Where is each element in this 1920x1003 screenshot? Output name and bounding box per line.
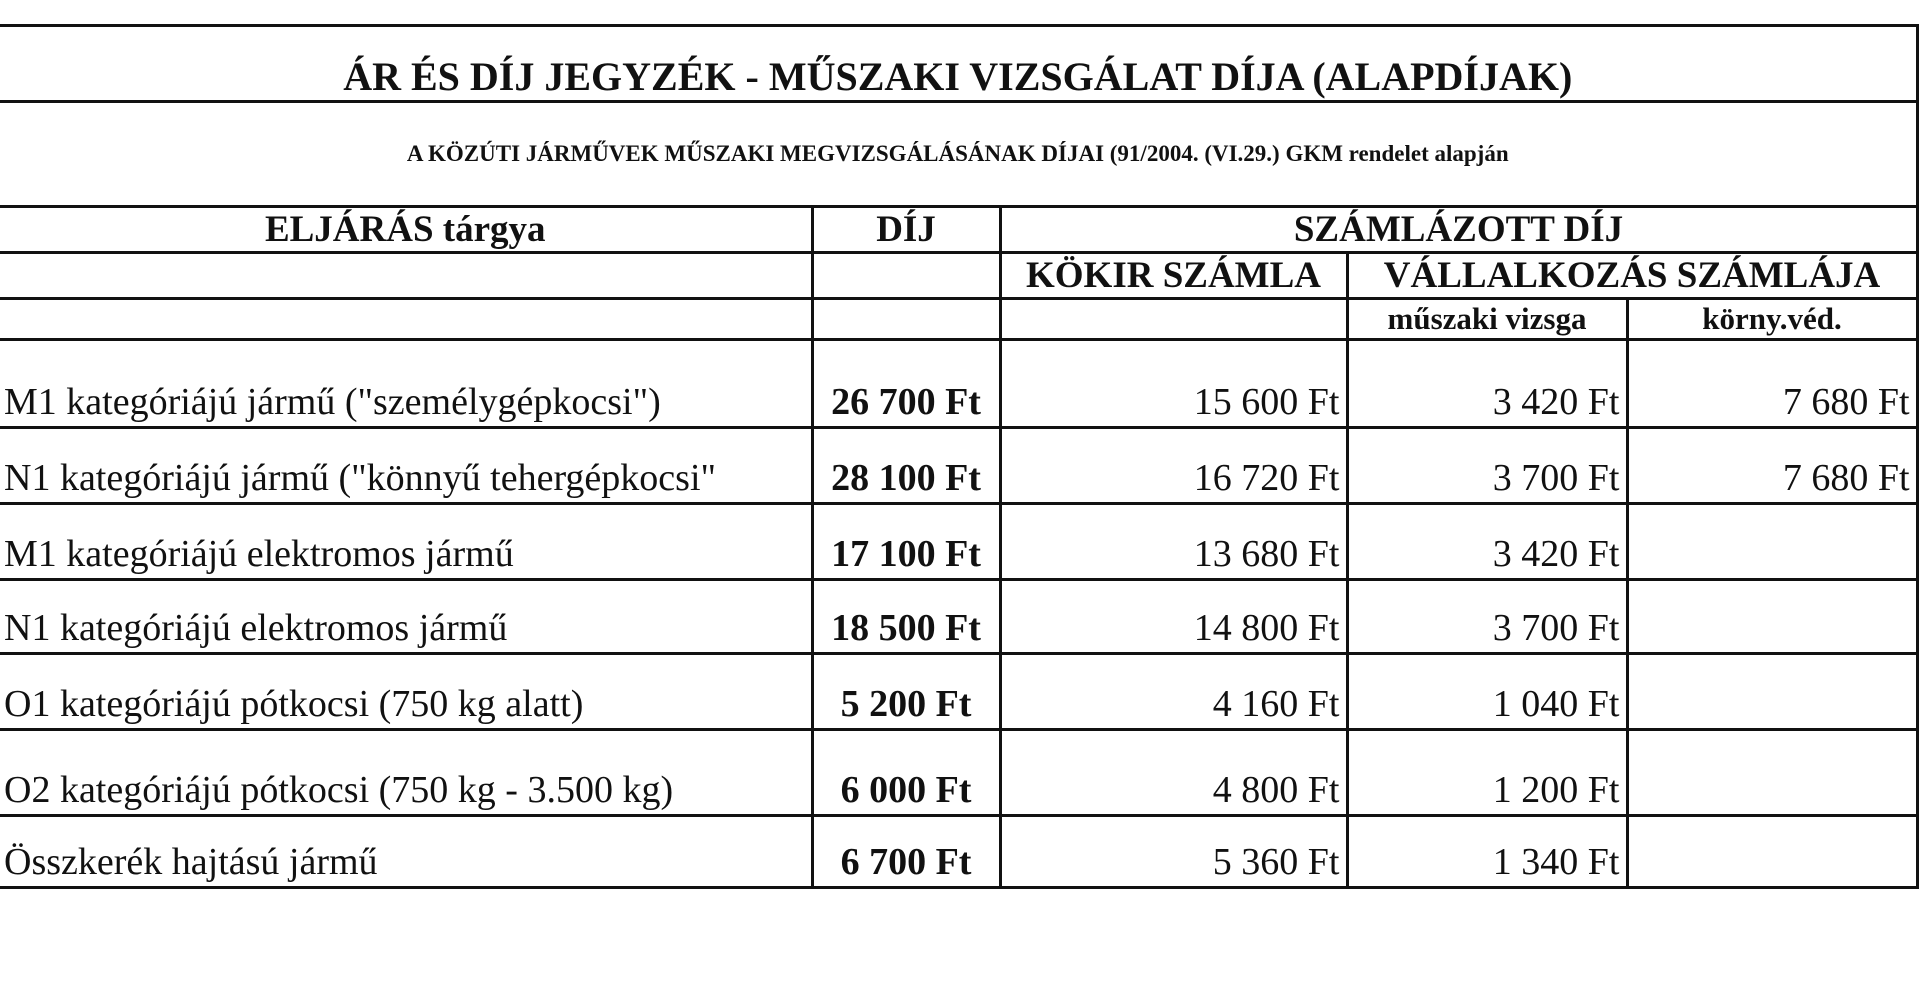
row-environment-amount	[1627, 580, 1917, 654]
header-empty-cell	[1000, 299, 1347, 340]
table-row	[0, 340, 1917, 428]
header-empty-cell	[812, 253, 1000, 299]
row-environment-amount	[1627, 730, 1917, 816]
title-row	[0, 26, 1917, 102]
header-row-2	[0, 253, 1917, 299]
row-environment-amount	[1627, 654, 1917, 730]
header-empty-cell	[0, 253, 812, 299]
page-title: ÁR ÉS DÍJ JEGYZÉK - MŰSZAKI VIZSGÁLAT DÍJA (ALAPDÍJAK)	[0, 26, 1917, 102]
row-kokir-amount: 14 800 Ft	[1000, 580, 1347, 654]
row-label: M1 kategóriájú jármű ("személygépkocsi")	[0, 340, 812, 428]
row-label: O2 kategóriájú pótkocsi (750 kg - 3.500 kg)	[0, 730, 812, 816]
row-kokir-amount: 13 680 Ft	[1000, 504, 1347, 580]
fee-table	[0, 24, 1919, 889]
header-kokir-invoice: KÖKIR SZÁMLA	[1000, 253, 1347, 299]
table-row	[0, 730, 1917, 816]
row-kokir-amount: 4 160 Ft	[1000, 654, 1347, 730]
table-row	[0, 816, 1917, 888]
row-inspection-amount: 3 420 Ft	[1347, 340, 1627, 428]
table-row	[0, 580, 1917, 654]
row-kokir-amount: 16 720 Ft	[1000, 428, 1347, 504]
row-kokir-amount: 4 800 Ft	[1000, 730, 1347, 816]
row-inspection-amount: 3 700 Ft	[1347, 428, 1627, 504]
row-fee: 18 500 Ft	[812, 580, 1000, 654]
page-subtitle: A KÖZÚTI JÁRMŰVEK MŰSZAKI MEGVIZSGÁLÁSÁNAK DÍJAI (91/2004. (VI.29.) GKM rendelet alapján	[0, 102, 1917, 207]
header-subject: ELJÁRÁS tárgya	[0, 207, 812, 253]
table-row	[0, 654, 1917, 730]
row-label: O1 kategóriájú pótkocsi (750 kg alatt)	[0, 654, 812, 730]
row-fee: 6 700 Ft	[812, 816, 1000, 888]
row-inspection-amount: 1 040 Ft	[1347, 654, 1627, 730]
row-kokir-amount: 5 360 Ft	[1000, 816, 1347, 888]
row-environment-amount: 7 680 Ft	[1627, 428, 1917, 504]
row-environment-amount	[1627, 816, 1917, 888]
table-row	[0, 504, 1917, 580]
table-row	[0, 428, 1917, 504]
row-label: Összkerék hajtású jármű	[0, 816, 812, 888]
row-fee: 6 000 Ft	[812, 730, 1000, 816]
row-fee: 17 100 Ft	[812, 504, 1000, 580]
row-fee: 28 100 Ft	[812, 428, 1000, 504]
row-inspection-amount: 3 700 Ft	[1347, 580, 1627, 654]
row-kokir-amount: 15 600 Ft	[1000, 340, 1347, 428]
header-empty-cell	[812, 299, 1000, 340]
row-fee: 26 700 Ft	[812, 340, 1000, 428]
row-label: N1 kategóriájú elektromos jármű	[0, 580, 812, 654]
subtitle-row	[0, 102, 1917, 207]
row-environment-amount: 7 680 Ft	[1627, 340, 1917, 428]
header-technical-inspection: műszaki vizsga	[1347, 299, 1627, 340]
row-environment-amount	[1627, 504, 1917, 580]
header-billed-fee: SZÁMLÁZOTT DÍJ	[1000, 207, 1917, 253]
row-inspection-amount: 1 340 Ft	[1347, 816, 1627, 888]
header-row-1	[0, 207, 1917, 253]
row-fee: 5 200 Ft	[812, 654, 1000, 730]
row-inspection-amount: 3 420 Ft	[1347, 504, 1627, 580]
header-fee: DÍJ	[812, 207, 1000, 253]
header-company-invoice: VÁLLALKOZÁS SZÁMLÁJA	[1347, 253, 1917, 299]
row-inspection-amount: 1 200 Ft	[1347, 730, 1627, 816]
row-label: N1 kategóriájú jármű ("könnyű tehergépkocsi"	[0, 428, 812, 504]
header-environmental: körny.véd.	[1627, 299, 1917, 340]
header-empty-cell	[0, 299, 812, 340]
row-label: M1 kategóriájú elektromos jármű	[0, 504, 812, 580]
header-row-3	[0, 299, 1917, 340]
